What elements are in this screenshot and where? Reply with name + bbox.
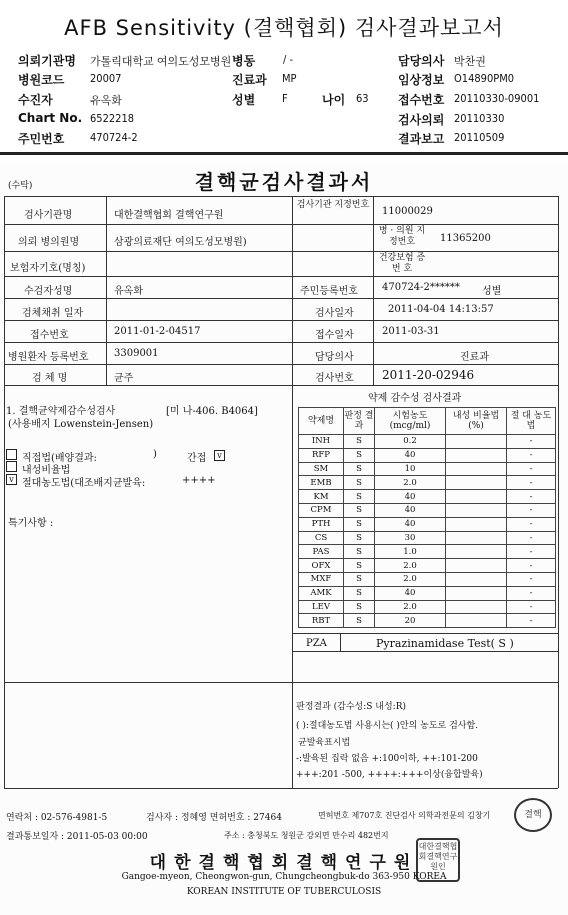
receipt-tag: (수탁) (8, 181, 33, 191)
table-cell (446, 531, 507, 545)
column-header: 약제명 (299, 408, 344, 435)
request-value: 20110330 (454, 112, 505, 125)
absolute-label: 절대농도법(대조배지균발육: (22, 478, 146, 489)
table-cell: - (507, 531, 556, 545)
scanned-report (0, 162, 568, 915)
client-value: 삼광의료재단 여의도성모병원) (114, 237, 247, 248)
drug-panel-title: 약제 감수성 검사결과 (368, 393, 462, 404)
table-cell (446, 545, 507, 559)
institute-en: KOREAN INSTITUTE OF TUBERCULOSIS (186, 887, 382, 897)
table-header-row (299, 408, 556, 435)
table-cell (446, 517, 507, 531)
table-cell: SM (299, 462, 344, 476)
table-cell: S (344, 586, 375, 600)
table-row (299, 448, 556, 462)
table-cell (446, 503, 507, 517)
table-cell: 40 (375, 503, 446, 517)
table-cell: 0.2 (375, 435, 446, 449)
grid-line (4, 298, 558, 299)
table-cell: 40 (375, 586, 446, 600)
sex-value: F (282, 92, 288, 105)
table-cell: S (344, 600, 375, 614)
table-row (299, 531, 556, 545)
age-label: 나이 (322, 93, 346, 107)
dept-value: MP (282, 72, 297, 85)
indirect-label: 간접 (187, 453, 207, 464)
table-cell: CPM (299, 503, 344, 517)
reg-date-label: 접수일자 (315, 330, 354, 341)
table-cell: 1.0 (375, 545, 446, 559)
ward-label: 병동 (232, 54, 256, 68)
control-growth: ++++ (182, 475, 216, 486)
grid-line (340, 633, 341, 651)
grid-line (4, 276, 558, 277)
client-no-value: 11365200 (440, 233, 491, 244)
remarks-label: 특기사항 : (8, 518, 54, 529)
table-cell: S (344, 503, 375, 517)
dept-label-scan: 진료과 (460, 352, 489, 363)
table-row (299, 490, 556, 504)
lab-no-label: 검사기관 지정번호 (296, 200, 370, 210)
direct-label: 직접법(배양결과: (22, 453, 97, 464)
examinee-label: 수검자성명 (24, 286, 73, 297)
table-cell: - (507, 572, 556, 586)
direct-close: ) (153, 449, 157, 460)
table-cell: PAS (299, 545, 344, 559)
exam-date-label: 검사일자 (315, 308, 354, 319)
table-cell: PTH (299, 517, 344, 531)
medium-line: (사용배지 Lowenstein-Jensen) (8, 419, 154, 430)
grid-line (4, 342, 558, 343)
specimen-value: 균주 (114, 373, 134, 384)
column-header: 판정 결과 (344, 408, 375, 435)
lab-value: 대한결핵협회 결핵연구원 (114, 210, 224, 221)
address-kr: 주소 : 충청북도 청원군 강외면 만수리 482번지 (224, 831, 389, 840)
table-cell: - (507, 517, 556, 531)
table-row (299, 476, 556, 490)
table-cell: 30 (375, 531, 446, 545)
chart-no-label: Chart No. (18, 111, 83, 125)
table-cell: - (507, 586, 556, 600)
table-cell: - (507, 490, 556, 504)
table-cell: KM (299, 490, 344, 504)
drug-rows (299, 435, 556, 628)
table-row (299, 600, 556, 614)
table-row (299, 559, 556, 573)
table-cell: - (507, 448, 556, 462)
report-label: 결과보고 (398, 132, 445, 146)
sex-label: 성별 (232, 93, 256, 107)
table-cell (446, 435, 507, 449)
doctor-value: 박찬권 (454, 55, 486, 68)
grid-line (106, 196, 107, 385)
table-cell (446, 559, 507, 573)
table-cell: - (507, 614, 556, 628)
method-code: [미 나-406. B4064] (166, 406, 258, 417)
method-line: 1. 결핵균약제감수성검사 (6, 406, 116, 417)
request-label: 검사의뢰 (398, 113, 445, 127)
grid-line (292, 651, 558, 652)
exam-no-label: 검사번호 (315, 373, 354, 384)
patient-label: 수진자 (18, 93, 53, 107)
round-stamp: 결핵 (514, 798, 552, 832)
table-cell: 40 (375, 517, 446, 531)
insured-no-label: 건강보험 증 번 호 (378, 253, 426, 274)
table-cell: S (344, 572, 375, 586)
table-cell: OFX (299, 559, 344, 573)
contact: 연락처 : 02-576-4981-5 (6, 813, 108, 823)
table-row (299, 462, 556, 476)
pza-value: Pyrazinamidase Test( S ) (376, 637, 514, 650)
institution-value: 가톨릭대학교 여의도성모병원 (90, 55, 232, 68)
table-cell: 2.0 (375, 572, 446, 586)
drug-susceptibility-table (298, 407, 556, 628)
examinee-value: 유옥화 (114, 286, 143, 297)
table-cell: - (507, 545, 556, 559)
table-cell: S (344, 435, 375, 449)
table-cell: EMB (299, 476, 344, 490)
table-cell: 20 (375, 614, 446, 628)
grid-line (4, 251, 558, 252)
legend-line: 판정결과 (감수성:S 내성:R) (296, 702, 406, 712)
table-cell: - (507, 462, 556, 476)
lab-label: 검사기관명 (24, 210, 73, 221)
report-value: 20110509 (454, 131, 505, 144)
ratio-label: 내성비율법 (22, 465, 71, 476)
table-cell: - (507, 503, 556, 517)
table-cell: S (344, 559, 375, 573)
hosp-reg-value: 3309001 (114, 348, 159, 359)
official-seal: 대한결핵협회결핵연구원인 (416, 838, 460, 882)
table-cell: S (344, 490, 375, 504)
column-header: 절 대 농도법 (507, 408, 556, 435)
table-cell: - (507, 559, 556, 573)
table-cell: S (344, 614, 375, 628)
table-cell: RBT (299, 614, 344, 628)
grid-line (558, 196, 559, 788)
reg-date-value: 2011-03-31 (382, 326, 440, 337)
table-cell: S (344, 476, 375, 490)
clinical-value: O14890PM0 (454, 72, 515, 85)
clinical-label: 임상정보 (398, 73, 445, 87)
patient-value: 유옥화 (90, 94, 122, 107)
specialist-license: 면허번호 제707호 진단검사 의학과전문의 김창기 (318, 811, 491, 820)
table-cell (446, 600, 507, 614)
table-cell: 40 (375, 490, 446, 504)
table-cell: 10 (375, 462, 446, 476)
institution-label: 의뢰기관명 (18, 54, 76, 68)
table-cell: MXF (299, 572, 344, 586)
table-cell: - (507, 476, 556, 490)
grid-line (4, 320, 558, 321)
grid-line (292, 633, 558, 634)
insured-label: 보험자기호(명칭) (10, 263, 86, 274)
age-value: 63 (356, 92, 369, 105)
legend-line: -:발육된 집락 없음 +:100이하, ++:101-200 (296, 754, 478, 764)
grid-line (4, 196, 558, 197)
ward-value: / - (283, 53, 294, 66)
report-title: 결핵균검사결과서 (194, 170, 374, 194)
table-cell: AMK (299, 586, 344, 600)
table-cell: INH (299, 435, 344, 449)
reg-no-value: 2011-01-2-04517 (114, 326, 201, 337)
table-row (299, 503, 556, 517)
examiner: 검사자 : 정혜영 면허번호 : 27464 (146, 813, 282, 823)
grid-line (4, 788, 558, 789)
hosp-reg-label: 병원환자 등록번호 (8, 352, 89, 363)
table-cell: 2.0 (375, 559, 446, 573)
receipt-no-label: 접수번호 (398, 93, 445, 107)
column-header: 시험농도 (mcg/ml) (375, 408, 446, 435)
client-no-label: 병 · 의원 지정번호 (378, 226, 426, 247)
ratio-checkbox (6, 461, 17, 472)
column-header: 내성 비율법(%) (446, 408, 507, 435)
table-cell: 40 (375, 448, 446, 462)
table-row (299, 614, 556, 628)
indirect-checkbox: v (214, 450, 225, 461)
table-cell: LEV (299, 600, 344, 614)
chart-no-value: 6522218 (90, 112, 135, 125)
exam-date-value: 2011-04-04 14:13:57 (388, 304, 494, 315)
sex-label-scan: 성별 (482, 286, 502, 297)
table-cell (446, 476, 507, 490)
direct-checkbox (6, 449, 17, 460)
table-cell (446, 586, 507, 600)
table-row (299, 572, 556, 586)
table-cell (446, 462, 507, 476)
grid-line (4, 385, 558, 386)
grid-line (373, 196, 374, 385)
notice-date: 결과통보일자 : 2011-05-03 00:00 (6, 832, 148, 842)
rrn-label: 주민번호 (18, 132, 65, 146)
lab-no-value: 11000029 (382, 206, 433, 217)
rrn-label-scan: 주민등록번호 (300, 286, 358, 297)
page-title: AFB Sensitivity (결핵협회) 검사결과보고서 (64, 16, 504, 40)
table-cell: 2.0 (375, 476, 446, 490)
grid-line (4, 682, 558, 683)
table-cell: RFP (299, 448, 344, 462)
table-cell (446, 490, 507, 504)
address-en: Gangoe-myeon, Cheongwon-gun, Chungcheongbuk-do 363-950 KOREA (121, 872, 447, 882)
hospital-code-label: 병원코드 (18, 73, 65, 87)
rrn-value-scan: 470724-2****** (382, 282, 460, 293)
table-cell: S (344, 517, 375, 531)
reg-no-label: 접수번호 (30, 330, 69, 341)
table-row (299, 517, 556, 531)
table-cell: - (507, 435, 556, 449)
table-row (299, 586, 556, 600)
table-cell: S (344, 545, 375, 559)
doctor-label-scan: 담당의사 (315, 352, 354, 363)
client-label: 의뢰 병의원명 (18, 237, 80, 248)
legend-line: ( ):절대농도법 사용시는( )안의 농도로 검사함. (296, 721, 479, 731)
table-row (299, 435, 556, 449)
institute-name: 대한결핵협회결핵연구원 (149, 853, 419, 873)
collect-label: 검체채취 일자 (22, 308, 84, 319)
table-cell: S (344, 531, 375, 545)
table-cell: - (507, 600, 556, 614)
table-cell (446, 448, 507, 462)
receipt-no-value: 20110330-09001 (454, 92, 540, 105)
table-cell (446, 572, 507, 586)
grid-line (4, 196, 5, 788)
table-row (299, 545, 556, 559)
header-divider (0, 152, 568, 155)
table-cell: CS (299, 531, 344, 545)
table-cell (446, 614, 507, 628)
specimen-label: 검 체 명 (32, 373, 68, 384)
doctor-label: 담당의사 (398, 54, 445, 68)
absolute-checkbox: v (6, 474, 17, 485)
table-cell: S (344, 462, 375, 476)
legend-line: +++:201 -500, ++++:+++이상(융합발육) (296, 770, 483, 780)
legend-line: 균발육표시법 (298, 738, 351, 748)
grid-line (292, 196, 293, 788)
hospital-code-value: 20007 (90, 72, 122, 85)
exam-no-value: 2011-20-02946 (382, 368, 475, 382)
table-cell: S (344, 448, 375, 462)
pza-label: PZA (306, 638, 327, 649)
grid-line (4, 224, 558, 225)
dept-label: 진료과 (232, 73, 267, 87)
rrn-value: 470724-2 (90, 131, 138, 144)
table-cell: 2.0 (375, 600, 446, 614)
grid-line (4, 364, 558, 365)
